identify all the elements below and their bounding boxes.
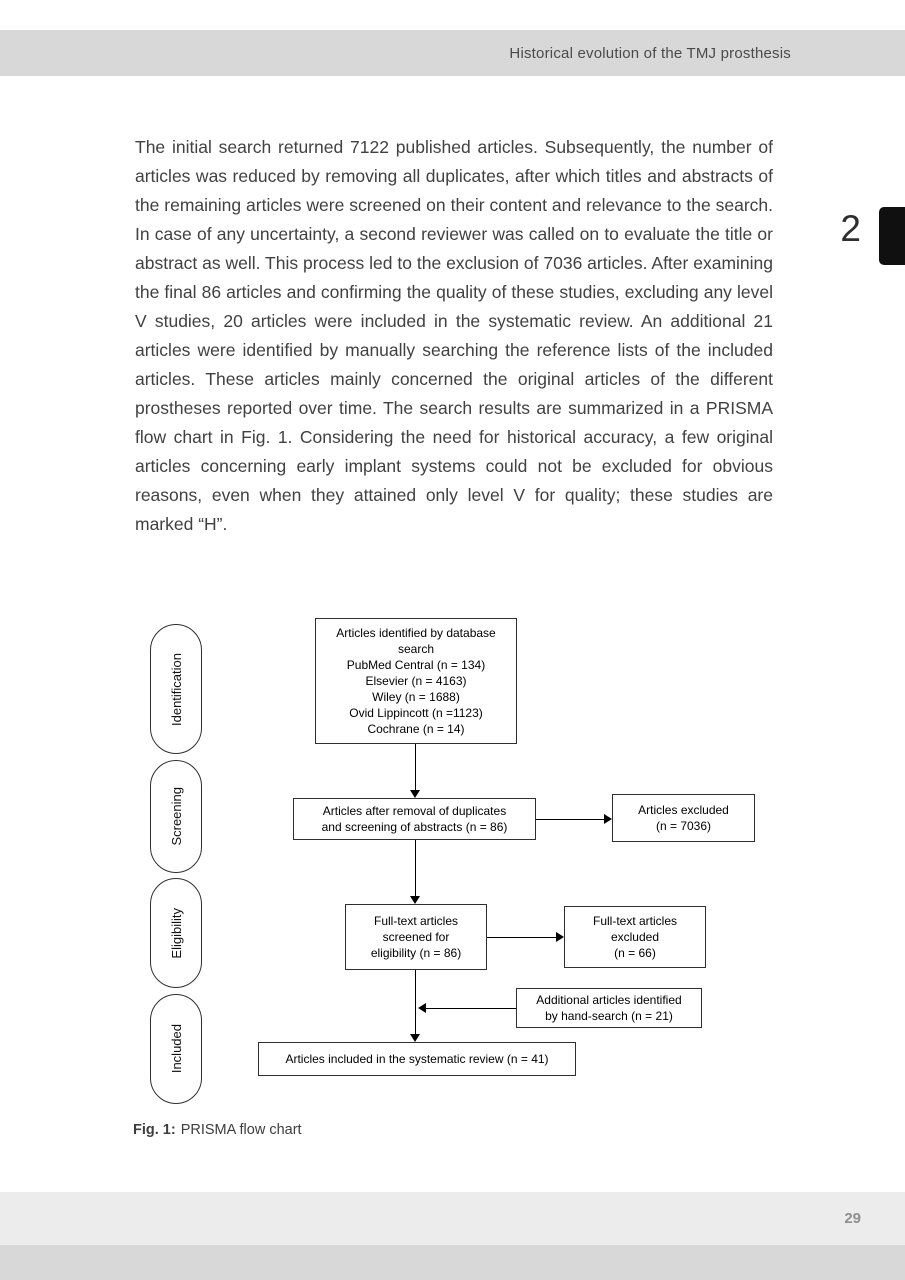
stage-included [150,994,202,1104]
stage-label-identification: Identification [168,652,184,726]
arrow-right-2-head-icon [556,932,564,942]
chapter-number: 2 [840,208,861,249]
page-footer [0,1192,905,1245]
arrow-down-3-line [415,970,416,1034]
body-paragraph: The initial search returned 7122 published articles. Subsequently, the number of articles was reduced by removing all duplicates, after which titles and abstracts of the remaining articles were screened on their content and relevance to the search. In case of any uncertainty, a second reviewer was called on to evaluate the title or abstract as well. This process led to the exclusion of 7036 articles. After examining the final 86 articles and confirming the quality of these studies, excluding any level V studies, 20 articles were included in the systematic review. An additional 21 articles were identified by manually searching the reference lists of the included articles. These articles mainly concerned the original articles of the different prostheses reported over time. The search results are summarized in a PRISMA flow chart in Fig. 1. Considering the need for historical accuracy, a few original articles concerning early implant systems could not be excluded for obvious reasons, even when they attained only level V for quality; these studies are marked “H”. [135,137,773,534]
stage-eligibility [150,878,202,988]
flow-box-included: Articles included in the systematic review (n = 41) [258,1042,576,1076]
running-header-title: Historical evolution of the TMJ prosthesis [509,44,791,62]
chapter-tab-marker [879,207,905,265]
arrow-down-1-head-icon [410,790,420,798]
figure-caption-label: Fig. 1: [133,1122,176,1138]
footer-band [0,1245,905,1280]
arrow-right-1-line [536,819,604,820]
arrow-left-handsearch-head-icon [418,1003,426,1013]
flow-box-after-duplicates: Articles after removal of duplicates and screening of abstracts (n = 86) [293,798,536,840]
arrow-down-2-line [415,840,416,896]
page-number: 29 [844,1210,861,1227]
arrow-right-2-line [487,937,556,938]
stage-label-included: Included [168,1024,184,1074]
flow-box-identified: Articles identified by database search PubMed Central (n = 134) Elsevier (n = 4163) Wiley (n = 1688) Ovid Lippincott (n =1123) Cochrane (n = 14) [315,618,517,744]
flow-box-articles-excluded: Articles excluded (n = 7036) [612,794,755,842]
flow-box-fulltext-screened: Full-text articles screened for eligibility (n = 86) [345,904,487,970]
arrow-down-2-head-icon [410,896,420,904]
arrow-right-1-head-icon [604,814,612,824]
flow-box-fulltext-excluded: Full-text articles excluded (n = 66) [564,906,706,968]
stage-label-eligibility: Eligibility [168,907,184,959]
arrow-left-handsearch-line [426,1008,516,1009]
figure-caption [133,1122,302,1138]
flow-box-handsearch: Additional articles identified by hand-search (n = 21) [516,988,702,1028]
stage-identification [150,624,202,754]
page-header-band [0,30,905,76]
arrow-down-1-line [415,744,416,790]
stage-screening [150,760,202,873]
figure-caption-text: PRISMA flow chart [180,1122,302,1138]
prisma-flowchart [130,612,790,1117]
stage-label-screening: Screening [168,787,184,846]
arrow-down-3-head-icon [410,1034,420,1042]
